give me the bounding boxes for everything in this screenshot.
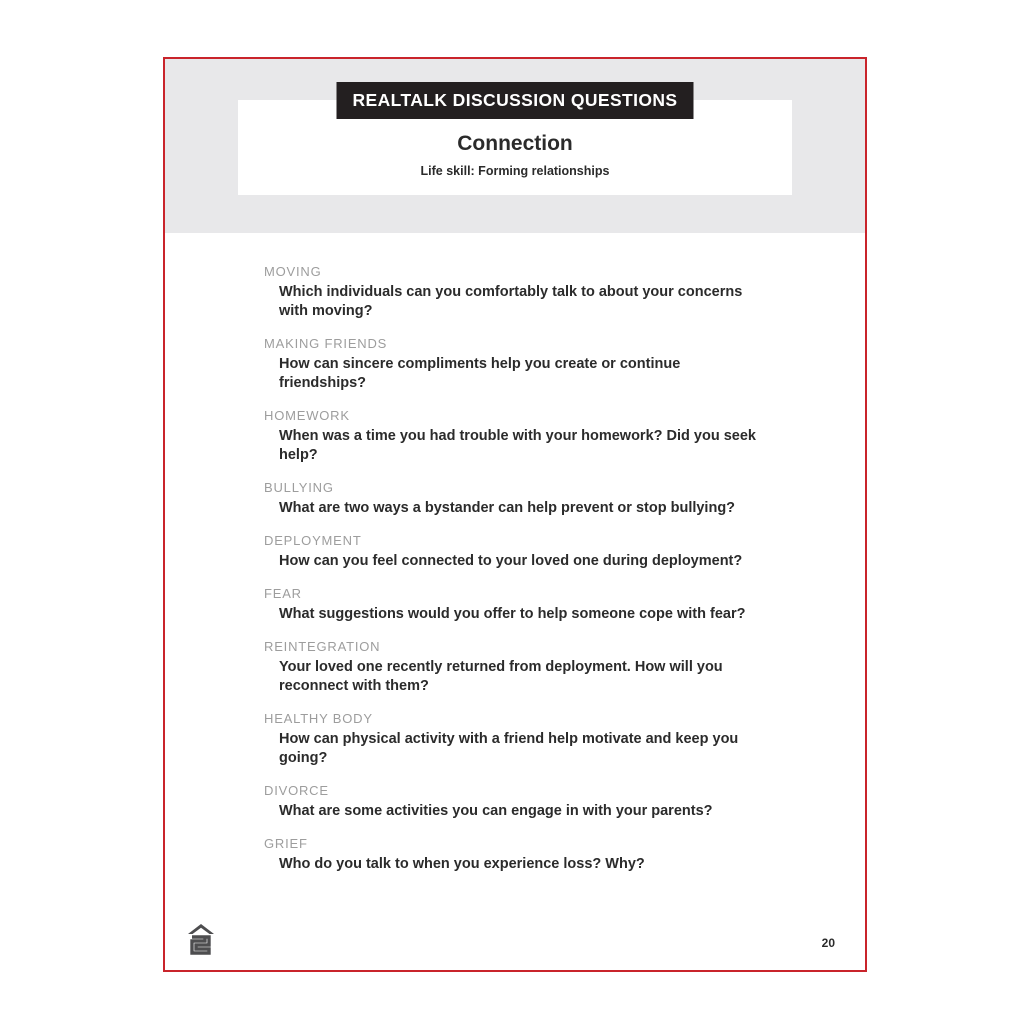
header-band [165,59,865,233]
question-text: How can sincere compliments help you create or continue friendships? [279,356,681,391]
section-grief [264,836,770,874]
question-text: How can physical activity with a friend help motivate and keep you going? [279,731,739,766]
section-bullying [264,480,770,518]
page-subtitle: Life skill: Forming relationships [420,164,610,178]
topic-label: FEAR [264,586,302,601]
question-text: What are some activities you can engage in with your parents? [279,803,713,819]
section-homework [264,408,770,465]
section-healthy-body [264,711,770,768]
topic-label: MOVING [264,264,322,279]
topic-label: DEPLOYMENT [264,533,362,548]
section-moving [264,264,770,321]
topic-label: GRIEF [264,836,308,851]
question-text: Which individuals can you comfortably talk to about your concerns with moving? [279,284,743,319]
question-text: How can you feel connected to your loved one during deployment? [279,553,743,569]
section-divorce [264,783,770,821]
house-logo-icon [187,924,215,956]
question-text: When was a time you had trouble with your homework? Did you seek help? [279,428,756,463]
topic-label: BULLYING [264,480,334,495]
topic-label: HOMEWORK [264,408,350,423]
topic-label: REINTEGRATION [264,639,381,654]
topic-label: HEALTHY BODY [264,711,373,726]
section-deployment [264,533,770,571]
section-reintegration [264,639,770,696]
page-number: 20 [821,936,835,950]
topic-label: DIVORCE [264,783,329,798]
questions-list [165,233,865,874]
question-text: Your loved one recently returned from deployment. How will you reconnect with them? [279,659,723,694]
question-text: What are two ways a bystander can help prevent or stop bullying? [279,500,736,516]
question-text: What suggestions would you offer to help someone cope with fear? [279,606,746,622]
page-title: Connection [457,132,573,155]
document-page [163,57,867,972]
section-fear [264,586,770,624]
section-making-friends [264,336,770,393]
question-text: Who do you talk to when you experience loss? Why? [279,856,645,872]
topic-label: MAKING FRIENDS [264,336,388,351]
title-banner: REALTALK DISCUSSION QUESTIONS [337,82,694,119]
